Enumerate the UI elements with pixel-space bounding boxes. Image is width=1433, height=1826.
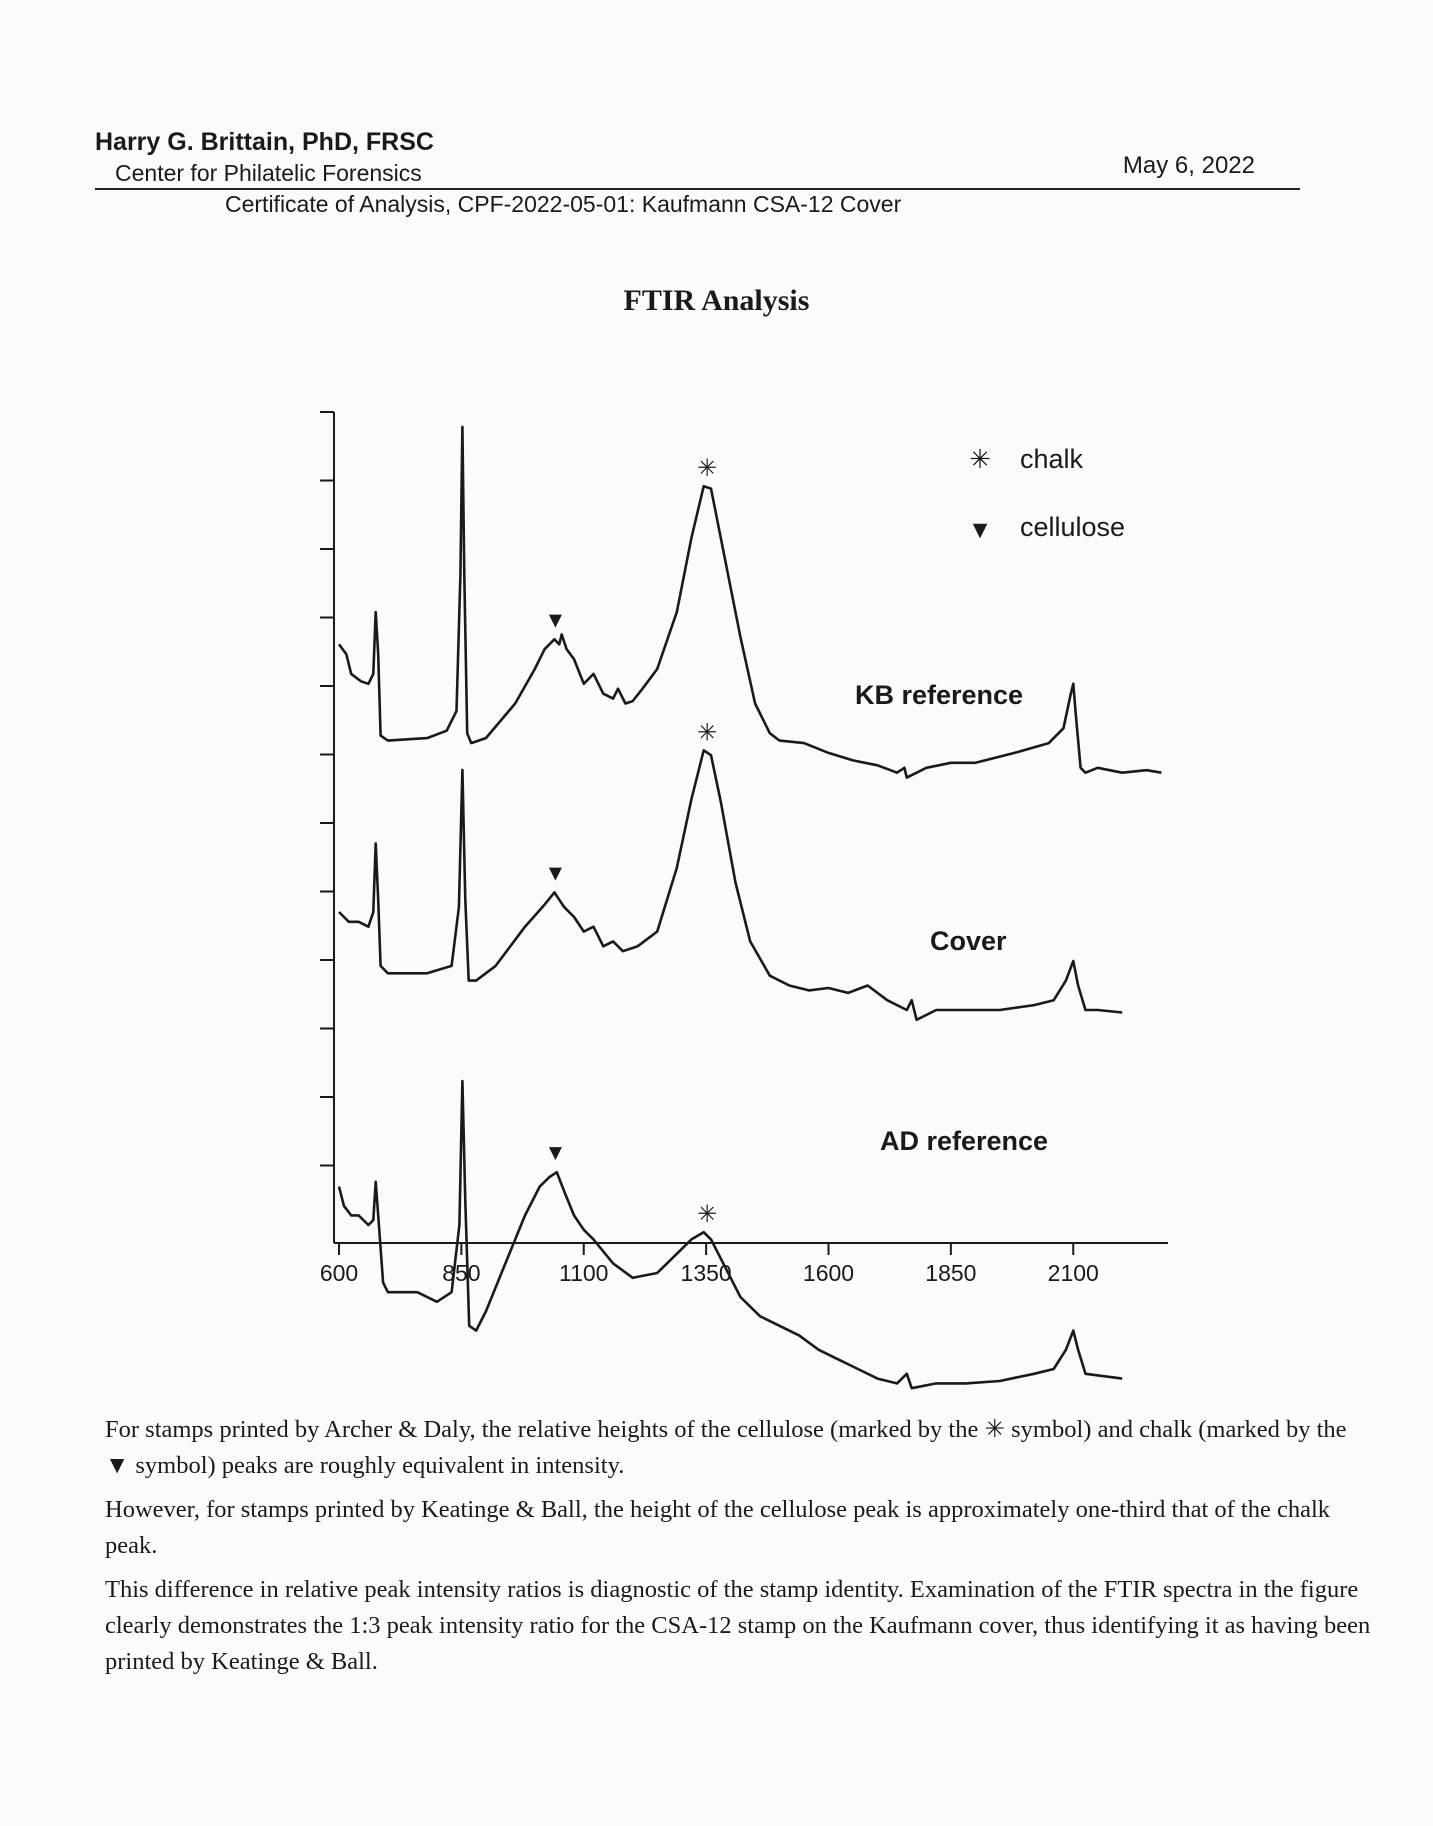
series-label: Cover	[930, 926, 1007, 956]
certificate-title: Certificate of Analysis, CPF-2022-05-01: Kaufmann CSA-12 Cover	[225, 191, 902, 217]
x-tick-label: 2100	[1047, 1260, 1099, 1286]
legend-cellulose-symbol: ▼	[972, 519, 988, 541]
organization-name: Center for Philatelic Forensics	[115, 160, 422, 186]
spectrum-line-cover	[339, 750, 1122, 1020]
x-tick-label: 1350	[680, 1260, 732, 1286]
chalk-peak-marker: ✳	[697, 718, 718, 747]
x-tick-label: 1600	[802, 1260, 855, 1286]
cellulose-peak-marker: ▼	[548, 1143, 562, 1164]
x-tick-label: 600	[319, 1260, 359, 1286]
paragraph-conclusion: This difference in relative peak intensity ratios is diagnostic of the stamp identity. Examination of the FTIR spectra in the figure clearly demonstrates the 1:3 peak intensity ratio for the CSA-12 stamp on the Kaufmann cover, thus identifying it as having been printed by Keatinge & Ball.	[105, 1576, 1371, 1675]
x-tick-label: 850	[442, 1260, 481, 1286]
paragraph-archer-daly: For stamps printed by Archer & Daly, the relative heights of the cellulose (marked by the ✳ symbol) and chalk (marked by the ▼ symbol) peaks are roughly equivalent in intensity.	[105, 1416, 1347, 1479]
spectrum-line-kb-reference	[339, 427, 1161, 778]
legend-label: cellulose	[1020, 512, 1126, 542]
cellulose-peak-marker: ▼	[548, 610, 562, 631]
x-tick-label: 1850	[925, 1260, 977, 1286]
author-name: Harry G. Brittain, PhD, FRSC	[95, 128, 434, 156]
series-label: AD reference	[880, 1126, 1049, 1156]
x-tick-label: 1100	[559, 1260, 609, 1286]
chart-title: FTIR Analysis	[623, 284, 810, 317]
document-date: May 6, 2022	[1122, 152, 1255, 179]
cellulose-peak-marker: ▼	[548, 863, 562, 884]
legend-chalk-symbol: ✳	[969, 445, 991, 475]
paragraph-keatinge-ball: However, for stamps printed by Keatinge & Ball, the height of the cellulose peak is approximately one-third that of the chalk peak.	[105, 1496, 1331, 1559]
series-label: KB reference	[855, 680, 1024, 710]
chalk-peak-marker: ✳	[697, 454, 718, 483]
legend-label: chalk	[1020, 444, 1084, 474]
chalk-peak-marker: ✳	[697, 1200, 718, 1229]
